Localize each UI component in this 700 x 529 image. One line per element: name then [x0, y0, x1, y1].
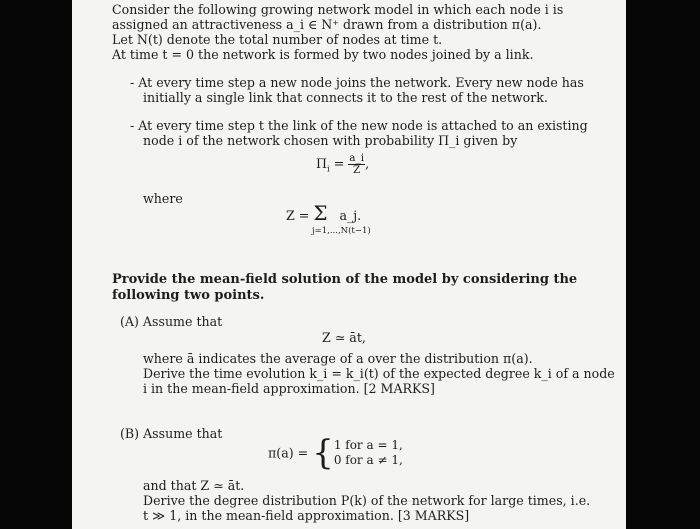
bullet-1-line-2: initially a single link that connects it to the rest of the network.: [143, 90, 548, 105]
equation-pi: [316, 153, 369, 176]
part-a-line-2: Derive the time evolution k_i = k_i(t) of the expected degree k_i of a node: [143, 366, 615, 381]
bullet-2-line-1: - At every time step t the link of the new node is attached to an existing: [130, 118, 588, 133]
pi-denominator: Z: [353, 164, 361, 176]
sigma-symbol: Σ: [313, 201, 328, 225]
pi-numerator: a_i: [349, 152, 365, 164]
document-page: [72, 0, 626, 529]
equation-pi-a: [268, 433, 403, 473]
sum-index: j=1,...,N(t−1): [312, 226, 371, 236]
pi-fraction: [348, 153, 365, 176]
part-b-label: (B) Assume that: [120, 426, 223, 441]
task-line-2: following two points.: [112, 288, 265, 303]
case-1: 1 for a = 1,: [333, 438, 403, 452]
pi-comma: ,: [365, 156, 370, 171]
part-a-label: (A) Assume that: [120, 314, 223, 329]
z-lhs: Z =: [286, 208, 314, 223]
part-a-line-1: where ā indicates the average of a over the distribution π(a).: [143, 351, 533, 366]
part-a-line-3: i in the mean-field approximation. [2 MARKS]: [143, 381, 435, 396]
task-line-1: Provide the mean-field solution of the model by considering the: [112, 272, 578, 287]
intro-line-2: assigned an attractiveness a_i ∈ N⁺ drawn from a distribution π(a).: [112, 17, 542, 32]
intro-line-3: Let N(t) denote the total number of nodes at time t.: [112, 32, 443, 47]
left-brace: {: [312, 433, 334, 473]
bullet-1-line-1: - At every time step a new node joins the network. Every new node has: [130, 75, 584, 90]
pi-symbol: Π: [316, 156, 327, 171]
equation-z: [286, 201, 361, 225]
part-b-line-1: and that Z ≃ āt.: [143, 478, 245, 493]
intro-line-4: At time t = 0 the network is formed by two nodes joined by a link.: [112, 47, 534, 62]
case-2: 0 for a ≠ 1,: [333, 453, 403, 467]
pi-a-cases: [334, 438, 403, 468]
where-label: where: [143, 191, 183, 206]
pi-subscript: i: [326, 164, 330, 175]
part-a-assumption: Z ≃ āt,: [322, 330, 366, 345]
pi-a-lhs: π(a) =: [268, 445, 313, 461]
z-term: a_j.: [339, 208, 362, 223]
intro-line-1: Consider the following growing network model in which each node i is: [112, 2, 564, 17]
pi-equals: =: [329, 156, 349, 171]
part-b-line-2: Derive the degree distribution P(k) of the network for large times, i.e.: [143, 493, 591, 508]
bullet-2-line-2: node i of the network chosen with probability Π_i given by: [143, 133, 518, 148]
right-black-border: [626, 0, 700, 529]
part-b-line-3: t ≫ 1, in the mean-field approximation. [3 MARKS]: [143, 508, 470, 523]
left-black-border: [0, 0, 72, 529]
